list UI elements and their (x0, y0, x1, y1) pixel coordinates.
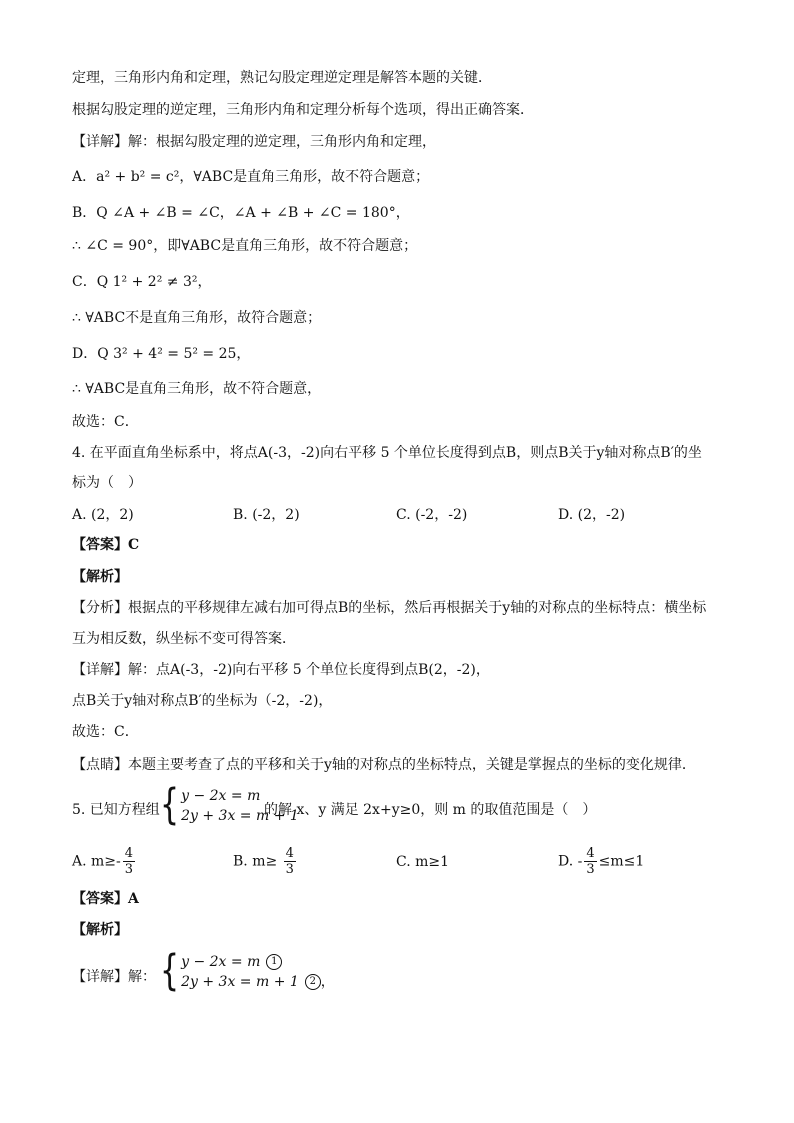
q4-comment: 【点睛】本题主要考查了点的平移和关于y轴的对称点的坐标特点，关键是掌握点的坐标的变化规律． (72, 757, 696, 773)
q4-option-a: A. (2，2) (72, 507, 134, 523)
equation-2: 2y + 3x = m + 1 (181, 808, 299, 824)
brace-icon: { (160, 780, 180, 830)
q4-detail: 【详解】解：点A(-3，-2)向右平移 5 个单位长度得到点B(2，-2)， (72, 662, 490, 678)
text-line: ∴ ∀ABC是直角三角形，故不符合题意， (72, 381, 322, 397)
q4-analysis: 【分析】根据点的平移规律左减右加可得点B的坐标，然后再根据关于y轴的对称点的坐标特点：横坐标 (72, 600, 707, 616)
circled-number-2: 2 (305, 974, 321, 990)
text-line: 定理，三角形内角和定理，熟记勾股定理逆定理是解答本题的关键． (72, 70, 492, 86)
q4-detail-cont: 点B关于y轴对称点B′的坐标为（-2，-2)， (72, 693, 333, 709)
equation-2: 2y + 3x = m + 1 (181, 974, 299, 990)
fraction: $\frac{4}{3}$ (586, 846, 595, 877)
text-line: 【详解】解：根据勾股定理的逆定理，三角形内角和定理， (72, 134, 436, 150)
question-5-stem: 的解 x、y 满足 2x+y≥0，则 m 的取值范围是（ ） (264, 802, 597, 818)
text-line: C．Q 1² + 2² ≠ 3²， (72, 274, 212, 290)
q5-analysis-heading: 【解析】 (72, 922, 128, 938)
equation-1: y − 2x = m (181, 954, 261, 970)
equation-system-labeled: { y − 2x = m 1 2y + 3x = m + 1 2 ， (160, 946, 335, 996)
equation-1: y − 2x = m (181, 788, 261, 804)
text-line: B．Q ∠A + ∠B = ∠C，∠A + ∠B + ∠C = 180°， (72, 205, 410, 221)
text-line: A．a² + b² = c²，∀ABC是直角三角形，故不符合题意； (72, 169, 430, 185)
q4-choose: 故选：C． (72, 724, 139, 740)
q4-option-d: D. (2，-2) (558, 507, 626, 523)
q5-detail: 【详解】解： (72, 969, 156, 985)
q4-analysis-heading: 【解析】 (72, 569, 128, 585)
question-4-stem-cont: 标为（ ） (72, 475, 142, 491)
question-5-prefix: 5. 已知方程组 (72, 802, 160, 818)
q5-option-a: A. m≥- $\frac{4}{3}$ (72, 846, 134, 877)
q4-option-c: C. (-2，-2) (396, 507, 468, 523)
text-line: ∴ ∠C = 90°，即∀ABC是直角三角形，故不符合题意； (72, 238, 418, 254)
q5-option-c: C. m≥1 (396, 854, 450, 870)
q4-answer: 【答案】C (72, 537, 140, 553)
q4-option-b: B. (-2，2) (233, 507, 300, 523)
q5-answer: 【答案】A (72, 891, 139, 907)
fraction: $\frac{4}{3}$ (124, 846, 134, 877)
brace-icon: { (160, 946, 180, 996)
text-line: 根据勾股定理的逆定理，三角形内角和定理分析每个选项，得出正确答案． (72, 102, 534, 118)
question-4-stem: 4. 在平面直角坐标系中，将点A(-3，-2)向右平移 5 个单位长度得到点B，则点B关于y轴对称点B′的坐 (72, 445, 702, 461)
text-line: 故选：C． (72, 414, 139, 430)
q4-analysis-cont: 互为相反数，纵坐标不变可得答案． (72, 631, 296, 647)
text-line: ∴ ∀ABC不是直角三角形，故符合题意； (72, 310, 322, 326)
fraction: $\frac{4}{3}$ (285, 846, 294, 877)
q5-option-b: B. m≥ $\frac{4}{3}$ (233, 846, 294, 877)
q5-option-d: D. - $\frac{4}{3}$ ≤m≤1 (558, 846, 645, 877)
text-line: D．Q 3² + 4² = 5² = 25， (72, 346, 251, 362)
circled-number-1: 1 (266, 954, 282, 970)
